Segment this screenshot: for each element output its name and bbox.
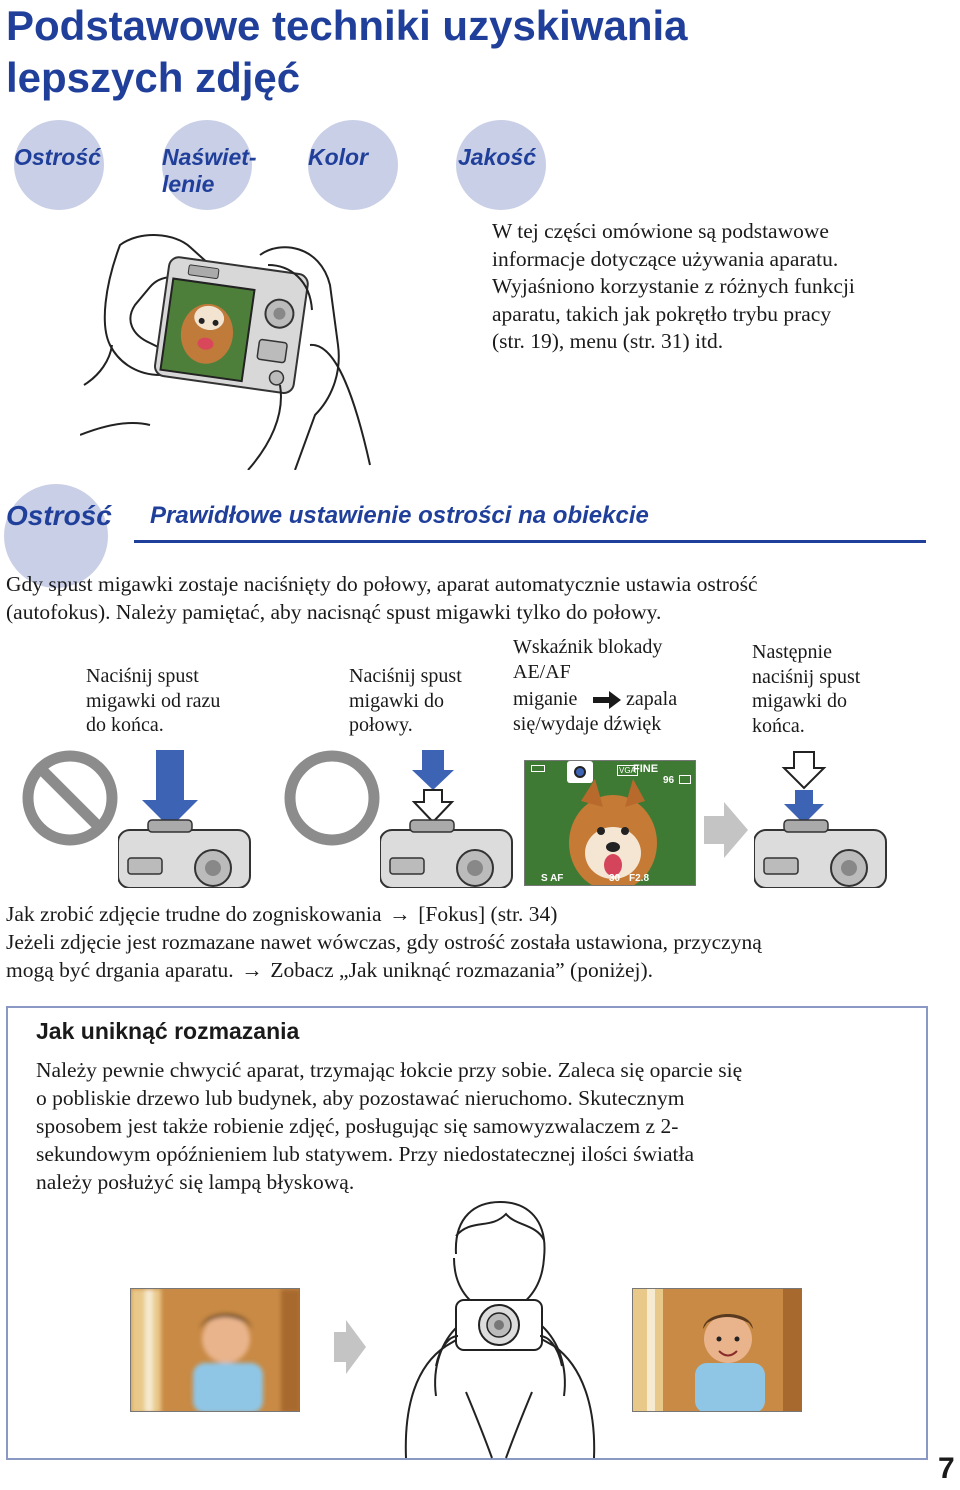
page-title-line1: Podstawowe techniki uzyskiwania xyxy=(6,2,688,49)
note-text: Jak zrobić zdjęcie trudne do zogniskowania xyxy=(6,902,382,926)
step-line: Wskaźnik blokady xyxy=(513,636,663,658)
step-line: Naciśnij spust xyxy=(349,665,462,687)
section-label: Ostrość xyxy=(6,500,112,531)
ref-arrow-icon: → xyxy=(241,958,263,982)
blur-tip-line: sposobem jest także robienie zdjęć, posługując się samowyzwalaczem z 2- xyxy=(36,1114,679,1138)
tab-focus[interactable]: Ostrość xyxy=(14,144,101,170)
blur-tip-title: Jak uniknąć rozmazania xyxy=(36,1018,300,1044)
ok-circle-icon xyxy=(282,748,382,848)
tab-quality[interactable]: Jakość xyxy=(458,144,537,170)
blur-tip-line: sekundowym opóźnieniem lub statywem. Przy niedostatecznej ilości światła xyxy=(36,1142,694,1166)
step-wrong-text xyxy=(86,664,286,738)
ref-arrow-icon: → xyxy=(389,902,411,926)
blur-tip-line: Należy pewnie chwycić aparat, trzymając łokcie przy sobie. Zaleca się oparcie się xyxy=(36,1058,743,1082)
camera-top-next-press xyxy=(754,750,894,888)
intro-line: W tej części omówione są podstawowe xyxy=(492,219,829,243)
right-arrow-icon xyxy=(591,690,623,710)
section-text xyxy=(6,570,936,626)
intro-line: informacje dotyczące używania aparatu. xyxy=(492,246,839,271)
sharp-photo xyxy=(632,1288,802,1412)
shutter-speed: 30 xyxy=(609,873,621,884)
intro-text xyxy=(492,218,932,356)
process-arrow-icon xyxy=(702,800,750,860)
intro-line: (str. 19), menu (str. 31) itd. xyxy=(492,329,724,354)
step-line: migawki do xyxy=(752,690,847,712)
section-rule xyxy=(134,540,926,543)
page-reference-link[interactable]: [Fokus] (str. 34) xyxy=(418,902,558,926)
intro-line: aparatu, takich jak pokrętło trybu pracy xyxy=(492,301,832,326)
section-text-line: (autofokus). Należy pamiętać, aby nacisnąć spust migawki tylko do połowy. xyxy=(6,600,662,624)
note-text: Jeżeli zdjęcie jest rozmazane nawet wówczas, gdy ostrość została ustawiona, przyczyną xyxy=(6,930,762,954)
step-indicator-text xyxy=(513,635,723,736)
notes xyxy=(6,900,946,984)
section-title: Prawidłowe ustawienie ostrości na obiekcie xyxy=(150,502,649,529)
blurred-child-image xyxy=(131,1289,300,1412)
step-line: do końca. xyxy=(86,714,164,736)
memory-card-icon xyxy=(679,775,691,784)
blurred-photo xyxy=(130,1288,300,1412)
camera-in-hands-illustration xyxy=(80,225,400,470)
note-text: mogą być drgania aparatu. xyxy=(6,958,234,982)
image-size-badge: VGA xyxy=(619,766,636,775)
blur-tip-line: należy posłużyć się lampą błyskową. xyxy=(36,1170,355,1194)
note-row-1 xyxy=(6,900,946,928)
person-holding-camera-illustration xyxy=(396,1196,602,1462)
step-line: AE/AF xyxy=(513,660,571,683)
tab-color[interactable]: Kolor xyxy=(308,144,369,170)
step-line: Następnie xyxy=(752,641,832,663)
step-next-text xyxy=(752,640,932,738)
page-reference-link[interactable]: Zobacz „Jak uniknąć rozmazania” (poniżej). xyxy=(270,958,654,982)
page-title xyxy=(6,0,906,104)
tab-exposure-line2: lenie xyxy=(162,171,215,197)
step-line: migawki do xyxy=(349,689,444,712)
step-line: naciśnij spust xyxy=(752,665,861,688)
battery-icon xyxy=(531,765,545,772)
page-number: 7 xyxy=(938,1452,955,1485)
step-half-text xyxy=(349,664,509,738)
prohibited-icon xyxy=(20,748,120,848)
step-line: końca. xyxy=(752,714,805,737)
aperture: F2.8 xyxy=(629,873,650,884)
step-line: migawki od razu xyxy=(86,689,221,712)
indicator-from: miganie xyxy=(513,688,578,710)
shot-count: 96 xyxy=(663,775,675,786)
af-mode: S AF xyxy=(541,873,564,884)
lcd-screen xyxy=(524,760,696,886)
section-text-line: Gdy spust migawki zostaje naciśnięty do połowy, aparat automatycznie ustawia ostrość xyxy=(6,572,758,596)
step-line: połowy. xyxy=(349,714,413,736)
page-title-line2: lepszych zdjęć xyxy=(6,54,301,101)
tab-exposure[interactable] xyxy=(162,144,257,198)
indicator-change-row xyxy=(513,687,723,712)
step-line: Naciśnij spust xyxy=(86,665,199,687)
sharp-child-image xyxy=(633,1289,802,1412)
blur-tip-text xyxy=(36,1056,916,1196)
camera-top-full-press xyxy=(118,750,258,888)
process-arrow-icon xyxy=(332,1318,368,1376)
indicator-to: zapala xyxy=(626,688,678,710)
step-line: się/wydaje dźwięk xyxy=(513,712,662,735)
quality-badge: FINE xyxy=(633,763,659,775)
tab-exposure-line1: Naświet- xyxy=(162,144,257,170)
blur-tip-line: o pobliskie drzewo lub budynek, aby pozostawać nieruchomo. Skutecznym xyxy=(36,1086,685,1110)
intro-line: Wyjaśniono korzystanie z różnych funkcji xyxy=(492,274,855,299)
note-row-3 xyxy=(6,956,946,984)
camera-top-half-press xyxy=(380,750,520,888)
ae-af-lock-indicator xyxy=(567,761,593,783)
